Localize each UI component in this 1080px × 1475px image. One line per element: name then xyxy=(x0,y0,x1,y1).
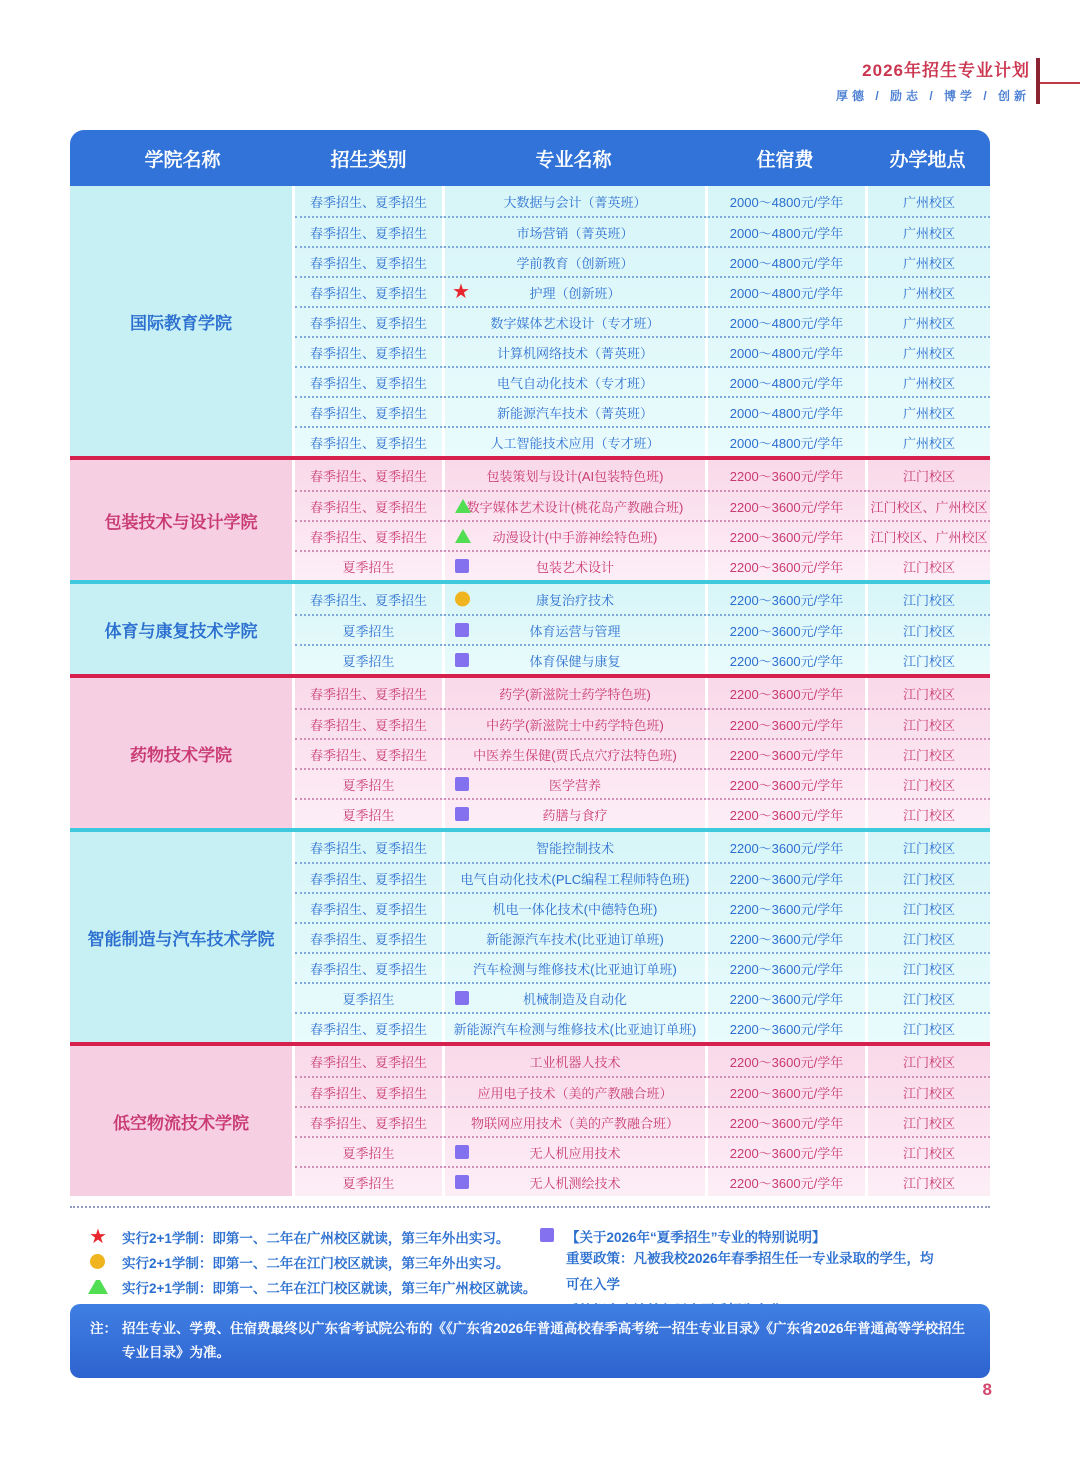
category-cell: 春季招生、夏季招生 xyxy=(309,468,427,484)
major-cell xyxy=(442,800,705,828)
legend-note-line: 重要政策：凡被我校2026年春季招生任一专业录取的学生，均可在入学 xyxy=(566,1251,934,1292)
campus-cell: 江门校区 xyxy=(865,646,990,674)
major-cell xyxy=(442,218,705,246)
major-cell xyxy=(442,1168,705,1196)
table-row xyxy=(295,490,990,520)
category-cell: 春季招生、夏季招生 xyxy=(309,961,427,977)
category-cell: 春季招生、夏季招生 xyxy=(309,1085,427,1101)
campus-cell: 江门校区 xyxy=(865,924,990,952)
campus-cell: 广州校区 xyxy=(865,368,990,396)
fee-cell: 2200～3600元/学年 xyxy=(705,832,865,862)
legend-item xyxy=(88,1224,536,1249)
college-section xyxy=(70,828,990,1042)
campus-cell: 江门校区 xyxy=(865,616,990,644)
table-row xyxy=(295,1166,990,1196)
major-name: 新能源汽车检测与维修技术(比亚迪订单班) xyxy=(453,1021,697,1037)
table-row xyxy=(295,1106,990,1136)
major-cell xyxy=(442,584,705,614)
fee-cell: 2200～3600元/学年 xyxy=(705,770,865,798)
bottom-note xyxy=(70,1304,990,1378)
fee-cell: 2200～3600元/学年 xyxy=(705,616,865,644)
fee-cell: 2200～3600元/学年 xyxy=(705,1078,865,1106)
major-cell xyxy=(442,832,705,862)
table-row xyxy=(295,892,990,922)
campus-cell: 江门校区 xyxy=(865,678,990,708)
college-name: 低空物流技术学院 xyxy=(70,1046,295,1196)
major-name: 物联网应用技术（美的产教融合班） xyxy=(470,1115,679,1131)
category-cell: 夏季招生 xyxy=(342,991,395,1007)
major-name: 包装策划与设计(AI包装特色班) xyxy=(486,468,664,484)
major-name: 应用电子技术（美的产教融合班） xyxy=(477,1085,673,1101)
fee-cell: 2200～3600元/学年 xyxy=(705,552,865,580)
major-name: 数字媒体艺术设计（专才班） xyxy=(490,315,660,331)
campus-cell: 江门校区 xyxy=(865,984,990,1012)
major-name: 新能源汽车技术（菁英班） xyxy=(496,405,653,421)
major-name: 人工智能技术应用（专才班） xyxy=(490,435,660,451)
table-row xyxy=(295,584,990,614)
major-name: 大数据与会计（菁英班） xyxy=(503,194,647,210)
table-row xyxy=(295,550,990,580)
fee-cell: 2200～3600元/学年 xyxy=(705,1108,865,1136)
campus-cell: 江门校区 xyxy=(865,1078,990,1106)
category-cell: 春季招生、夏季招生 xyxy=(309,901,427,917)
campus-cell: 江门校区 xyxy=(865,710,990,738)
major-name: 市场营销（菁英班） xyxy=(516,225,634,241)
major-cell xyxy=(442,1046,705,1076)
category-cell: 春季招生、夏季招生 xyxy=(309,592,427,608)
column-header: 专业名称 xyxy=(535,149,612,171)
admission-plan-table xyxy=(70,130,990,1196)
category-cell: 春季招生、夏季招生 xyxy=(309,529,427,545)
square-icon xyxy=(455,653,469,667)
fee-cell: 2200～3600元/学年 xyxy=(705,954,865,982)
square-icon xyxy=(455,1175,469,1189)
campus-cell: 广州校区 xyxy=(865,186,990,216)
college-name: 药物技术学院 xyxy=(70,678,295,828)
category-cell: 夏季招生 xyxy=(342,1145,395,1161)
major-name: 电气自动化技术(PLC编程工程师特色班) xyxy=(460,871,690,887)
major-name: 电气自动化技术（专才班） xyxy=(496,375,653,391)
campus-cell: 江门校区 xyxy=(865,740,990,768)
category-cell: 春季招生、夏季招生 xyxy=(309,345,427,361)
campus-cell: 江门校区 xyxy=(865,552,990,580)
table-body xyxy=(70,186,990,1196)
table-row xyxy=(295,216,990,246)
major-cell xyxy=(442,398,705,426)
major-cell xyxy=(442,646,705,674)
college-rows xyxy=(295,832,990,1042)
fee-cell: 2200～3600元/学年 xyxy=(705,1168,865,1196)
square-icon xyxy=(455,807,469,821)
note-text: 招生专业、学费、住宿费最终以广东省考试院公布的《《广东省2026年普通高校春季高考统一招生专业目录》《广东省2026年普通高等学校招生专业目录》为准。 xyxy=(122,1321,966,1360)
legend-text: 实行2+1学制：即第一、二年在广州校区就读，第三年外出实习。 xyxy=(122,1230,510,1246)
table-row xyxy=(295,1136,990,1166)
square-icon xyxy=(455,777,469,791)
major-cell xyxy=(442,428,705,456)
major-name: 无人机应用技术 xyxy=(529,1145,621,1161)
college-rows xyxy=(295,186,990,456)
major-cell xyxy=(442,1108,705,1136)
fee-cell: 2200～3600元/学年 xyxy=(705,522,865,550)
major-name: 机械制造及自动化 xyxy=(522,991,627,1007)
column-header: 办学地点 xyxy=(889,149,966,171)
square-icon xyxy=(455,1145,469,1159)
major-name: 工业机器人技术 xyxy=(529,1054,621,1070)
category-cell: 夏季招生 xyxy=(342,777,395,793)
major-name: 数字媒体艺术设计(桃花岛产教融合班) xyxy=(466,499,684,515)
column-header: 住宿费 xyxy=(756,149,814,171)
college-rows xyxy=(295,460,990,580)
campus-cell: 江门校区 xyxy=(865,864,990,892)
table-row xyxy=(295,678,990,708)
fee-cell: 2000～4800元/学年 xyxy=(705,248,865,276)
square-icon xyxy=(455,623,469,637)
legend-text: 实行2+1学制：即第一、二年在江门校区就读，第三年广州校区就读。 xyxy=(122,1280,537,1296)
college-section xyxy=(70,186,990,456)
fee-cell: 2200～3600元/学年 xyxy=(705,924,865,952)
page-title: 2026年招生专业计划 xyxy=(862,61,1030,80)
fee-cell: 2200～3600元/学年 xyxy=(705,1014,865,1042)
major-cell xyxy=(442,186,705,216)
college-name: 国际教育学院 xyxy=(70,186,295,456)
major-cell xyxy=(442,1138,705,1166)
category-cell: 春季招生、夏季招生 xyxy=(309,1021,427,1037)
category-cell: 夏季招生 xyxy=(342,653,395,669)
table-row xyxy=(295,366,990,396)
legend-item xyxy=(88,1274,536,1299)
college-section xyxy=(70,456,990,580)
fee-cell: 2000～4800元/学年 xyxy=(705,428,865,456)
table-row xyxy=(295,1046,990,1076)
table-header-row xyxy=(70,130,990,186)
circle-icon xyxy=(90,1254,105,1269)
campus-cell: 江门校区 xyxy=(865,1014,990,1042)
major-name: 药膳与食疗 xyxy=(542,807,608,823)
major-name: 中医养生保健(贾氏点穴疗法特色班) xyxy=(473,747,677,763)
campus-cell: 江门校区、广州校区 xyxy=(865,522,990,550)
legend-note-title: 【关于2026年“夏季招生”专业的特别说明】 xyxy=(566,1230,826,1245)
college-name: 智能制造与汽车技术学院 xyxy=(70,832,295,1042)
category-cell: 春季招生、夏季招生 xyxy=(309,435,427,451)
campus-cell: 广州校区 xyxy=(865,308,990,336)
major-cell xyxy=(442,740,705,768)
legend-left xyxy=(88,1224,536,1299)
circle-icon xyxy=(455,592,470,607)
college-rows xyxy=(295,584,990,674)
category-cell: 春季招生、夏季招生 xyxy=(309,315,427,331)
major-cell xyxy=(442,984,705,1012)
campus-cell: 江门校区 xyxy=(865,1138,990,1166)
fee-cell: 2000～4800元/学年 xyxy=(705,186,865,216)
major-cell xyxy=(442,616,705,644)
fee-cell: 2200～3600元/学年 xyxy=(705,710,865,738)
table-row xyxy=(295,644,990,674)
major-name: 智能控制技术 xyxy=(535,840,614,856)
campus-cell: 江门校区 xyxy=(865,770,990,798)
table-row xyxy=(295,708,990,738)
dotted-divider xyxy=(70,1206,990,1208)
fee-cell: 2200～3600元/学年 xyxy=(705,894,865,922)
category-cell: 春季招生、夏季招生 xyxy=(309,285,427,301)
campus-cell: 江门校区 xyxy=(865,894,990,922)
table-row xyxy=(295,768,990,798)
major-name: 包装艺术设计 xyxy=(535,559,614,575)
major-cell xyxy=(442,492,705,520)
campus-cell: 广州校区 xyxy=(865,218,990,246)
campus-cell: 江门校区 xyxy=(865,584,990,614)
fee-cell: 2200～3600元/学年 xyxy=(705,740,865,768)
table-row xyxy=(295,186,990,216)
category-cell: 春季招生、夏季招生 xyxy=(309,686,427,702)
star-icon xyxy=(88,1227,108,1247)
category-cell: 夏季招生 xyxy=(342,807,395,823)
major-name: 体育保健与康复 xyxy=(529,653,621,669)
major-cell xyxy=(442,368,705,396)
column-header: 学院名称 xyxy=(144,149,221,171)
major-cell xyxy=(442,864,705,892)
triangle-icon xyxy=(88,1280,108,1294)
campus-cell: 江门校区 xyxy=(865,954,990,982)
major-cell xyxy=(442,552,705,580)
major-name: 康复治疗技术 xyxy=(535,592,614,608)
campus-cell: 广州校区 xyxy=(865,338,990,366)
college-name: 体育与康复技术学院 xyxy=(70,584,295,674)
fee-cell: 2200～3600元/学年 xyxy=(705,1046,865,1076)
category-cell: 春季招生、夏季招生 xyxy=(309,931,427,947)
campus-cell: 广州校区 xyxy=(865,428,990,456)
table-row xyxy=(295,246,990,276)
category-cell: 夏季招生 xyxy=(342,1175,395,1191)
major-name: 无人机测绘技术 xyxy=(529,1175,621,1191)
fee-cell: 2200～3600元/学年 xyxy=(705,584,865,614)
table-row xyxy=(295,306,990,336)
column-header: 招生类别 xyxy=(330,149,407,171)
major-name: 医学营养 xyxy=(548,777,601,793)
major-cell xyxy=(442,460,705,490)
square-icon xyxy=(455,559,469,573)
campus-cell: 江门校区 xyxy=(865,1108,990,1136)
fee-cell: 2000～4800元/学年 xyxy=(705,308,865,336)
category-cell: 春季招生、夏季招生 xyxy=(309,405,427,421)
category-cell: 春季招生、夏季招生 xyxy=(309,255,427,271)
major-name: 护理（创新班） xyxy=(529,285,621,301)
college-name: 包装技术与设计学院 xyxy=(70,460,295,580)
table-row xyxy=(295,922,990,952)
fee-cell: 2200～3600元/学年 xyxy=(705,492,865,520)
major-name: 新能源汽车技术(比亚迪订单班) xyxy=(486,931,664,947)
page-header xyxy=(836,56,1030,104)
fee-cell: 2200～3600元/学年 xyxy=(705,460,865,490)
table-row xyxy=(295,1076,990,1106)
triangle-icon xyxy=(455,499,471,513)
fee-cell: 2200～3600元/学年 xyxy=(705,1138,865,1166)
category-cell: 春季招生、夏季招生 xyxy=(309,747,427,763)
major-name: 汽车检测与维修技术(比亚迪订单班) xyxy=(473,961,677,977)
fee-cell: 2200～3600元/学年 xyxy=(705,800,865,828)
campus-cell: 江门校区 xyxy=(865,800,990,828)
major-cell xyxy=(442,338,705,366)
major-cell xyxy=(442,678,705,708)
table-row xyxy=(295,862,990,892)
square-icon xyxy=(455,991,469,1005)
major-name: 学前教育（创新班） xyxy=(516,255,634,271)
major-cell xyxy=(442,308,705,336)
fee-cell: 2000～4800元/学年 xyxy=(705,218,865,246)
legend-item xyxy=(88,1249,536,1274)
table-row xyxy=(295,952,990,982)
fee-cell: 2000～4800元/学年 xyxy=(705,368,865,396)
category-cell: 夏季招生 xyxy=(342,559,395,575)
major-name: 计算机网络技术（菁英班） xyxy=(496,345,653,361)
table-row xyxy=(295,1012,990,1042)
major-cell xyxy=(442,924,705,952)
major-name: 中药学(新滋院士中药学特色班) xyxy=(486,717,664,733)
table-row xyxy=(295,426,990,456)
major-cell xyxy=(442,954,705,982)
category-cell: 春季招生、夏季招生 xyxy=(309,1054,427,1070)
college-section xyxy=(70,674,990,828)
triangle-icon xyxy=(455,529,471,543)
star-icon xyxy=(452,282,470,302)
major-cell xyxy=(442,1014,705,1042)
category-cell: 春季招生、夏季招生 xyxy=(309,871,427,887)
fee-cell: 2000～4800元/学年 xyxy=(705,398,865,426)
college-section xyxy=(70,1042,990,1196)
legend-note-header xyxy=(540,1226,940,1246)
major-cell xyxy=(442,894,705,922)
campus-cell: 江门校区 xyxy=(865,460,990,490)
category-cell: 春季招生、夏季招生 xyxy=(309,717,427,733)
major-name: 动漫设计(中手游神绘特色班) xyxy=(492,529,658,545)
college-rows xyxy=(295,1046,990,1196)
category-cell: 春季招生、夏季招生 xyxy=(309,1115,427,1131)
table-row xyxy=(295,798,990,828)
fee-cell: 2200～3600元/学年 xyxy=(705,646,865,674)
table-row xyxy=(295,832,990,862)
header-accent-line xyxy=(1040,82,1080,84)
category-cell: 春季招生、夏季招生 xyxy=(309,375,427,391)
college-rows xyxy=(295,678,990,828)
fee-cell: 2000～4800元/学年 xyxy=(705,278,865,306)
major-name: 机电一体化技术(中德特色班) xyxy=(492,901,658,917)
table-row xyxy=(295,982,990,1012)
major-cell xyxy=(442,522,705,550)
fee-cell: 2200～3600元/学年 xyxy=(705,984,865,1012)
major-cell xyxy=(442,278,705,306)
fee-cell: 2200～3600元/学年 xyxy=(705,678,865,708)
campus-cell: 江门校区 xyxy=(865,832,990,862)
campus-cell: 江门校区、广州校区 xyxy=(865,492,990,520)
table-row xyxy=(295,336,990,366)
category-cell: 夏季招生 xyxy=(342,623,395,639)
legend-text: 实行2+1学制：即第一、二年在江门校区就读，第三年外出实习。 xyxy=(122,1255,510,1271)
table-row xyxy=(295,614,990,644)
campus-cell: 江门校区 xyxy=(865,1046,990,1076)
major-cell xyxy=(442,1078,705,1106)
campus-cell: 广州校区 xyxy=(865,398,990,426)
table-row xyxy=(295,738,990,768)
major-cell xyxy=(442,248,705,276)
table-row xyxy=(295,396,990,426)
campus-cell: 江门校区 xyxy=(865,1168,990,1196)
major-name: 体育运营与管理 xyxy=(529,623,621,639)
category-cell: 春季招生、夏季招生 xyxy=(309,194,427,210)
school-motto: 厚德 / 励志 / 博学 / 创新 xyxy=(835,89,1030,103)
major-cell xyxy=(442,710,705,738)
fee-cell: 2200～3600元/学年 xyxy=(705,864,865,892)
header-accent-bar xyxy=(1036,58,1040,104)
major-name: 药学(新滋院士药学特色班) xyxy=(499,686,651,702)
category-cell: 春季招生、夏季招生 xyxy=(309,499,427,515)
table-row xyxy=(295,460,990,490)
fee-cell: 2000～4800元/学年 xyxy=(705,338,865,366)
college-section xyxy=(70,580,990,674)
category-cell: 春季招生、夏季招生 xyxy=(309,225,427,241)
campus-cell: 广州校区 xyxy=(865,248,990,276)
table-row xyxy=(295,520,990,550)
major-cell xyxy=(442,770,705,798)
page-number: 8 xyxy=(982,1380,992,1399)
table-row xyxy=(295,276,990,306)
square-icon xyxy=(540,1228,554,1242)
note-label: 注： xyxy=(90,1321,117,1336)
campus-cell: 广州校区 xyxy=(865,278,990,306)
category-cell: 春季招生、夏季招生 xyxy=(309,840,427,856)
